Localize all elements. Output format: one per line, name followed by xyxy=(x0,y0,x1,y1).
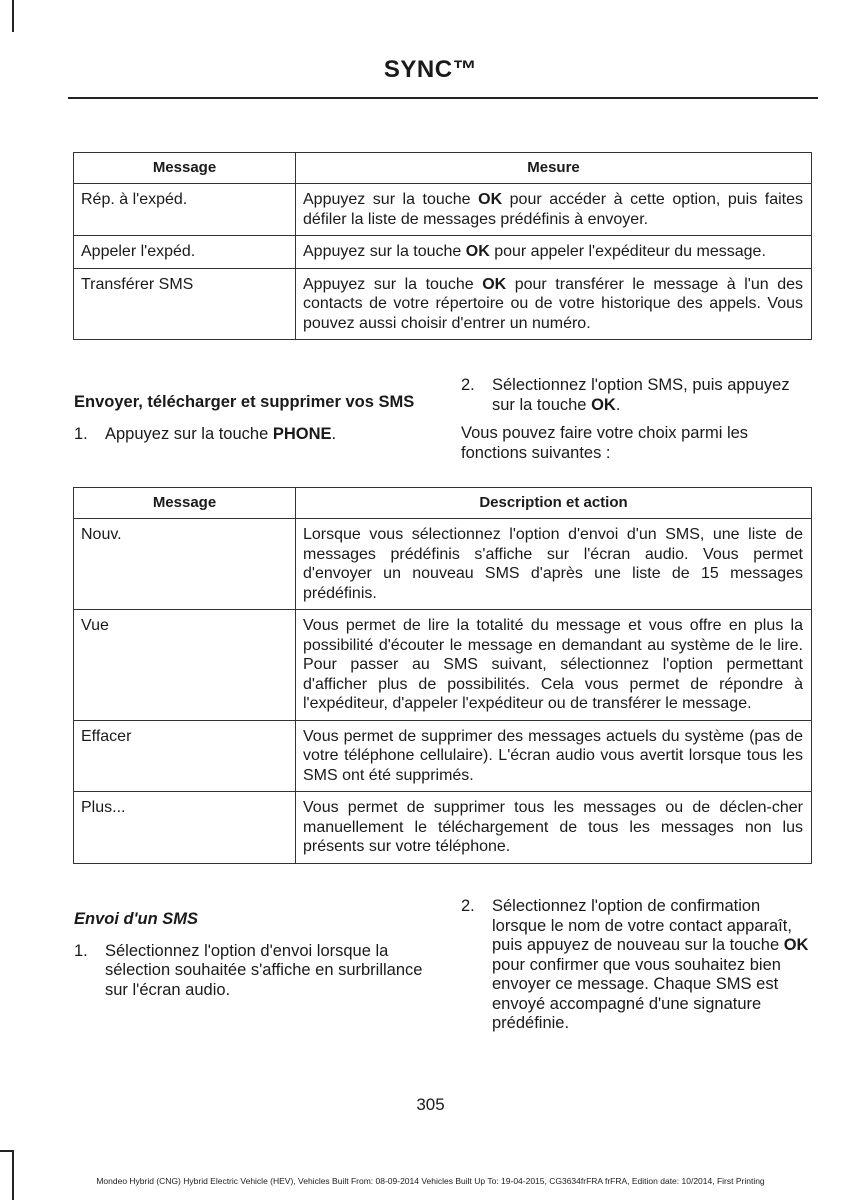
row-description: Lorsque vous sélectionnez l'option d'envoi d'un SMS, une liste de messages prédéfinis s'affiche sur l'écran audio. Vous permet d'envoyer un nouveau SMS d'après une liste de 15 messages prédéfinis. xyxy=(296,519,812,610)
table-header-cell: Mesure xyxy=(296,153,812,184)
key-name: OK xyxy=(478,191,503,208)
table-header-row xyxy=(74,488,812,519)
row-label: Nouv. xyxy=(74,519,296,610)
table-header-cell: Message xyxy=(74,153,296,184)
key-name: PHONE xyxy=(272,424,332,443)
right-column-1 xyxy=(461,376,813,463)
list-item: 2. Sélectionnez l'option de confirmation lorsque le nom de votre contact apparaît, puis appuyez de nouveau sur la touche OK pour confirmer que vous souhaitez bien envoyer ce message. Chaque SMS est envoyé accompagné d'une signature prédéfinie. xyxy=(461,897,809,1032)
row-description: Vous permet de supprimer des messages actuels du système (pas de votre téléphone cellulaire). L'écran audio vous avertit lorsque tous les SMS ont été supprimés. xyxy=(296,720,812,792)
key-name: OK xyxy=(591,395,616,414)
section-heading: Envoi d'un SMS xyxy=(74,910,199,928)
row-description: Appuyez sur la touche OK pour accéder à cette option, puis faites défiler la liste de messages prédéfinis à envoyer. xyxy=(296,184,812,236)
row-label: Rép. à l'expéd. xyxy=(74,184,296,236)
table-row xyxy=(74,519,812,610)
page-title: SYNC™ xyxy=(383,56,478,83)
row-description: Appuyez sur la touche OK pour appeler l'expéditeur du message. xyxy=(296,236,812,269)
table-row xyxy=(74,792,812,864)
table-header-row xyxy=(74,153,812,184)
page-number: 305 xyxy=(416,1095,445,1114)
list-item: 2. Sélectionnez l'option SMS, puis appuyez sur la touche OK. xyxy=(461,376,790,414)
crop-mark xyxy=(12,1150,14,1200)
row-description: Appuyez sur la touche OK pour transférer le message à l'un des contacts de votre répertoire ou de votre historique des appels. Vous pouvez aussi choisir d'entrer un numéro. xyxy=(296,268,812,340)
right-column-2 xyxy=(461,897,813,1034)
row-label: Plus... xyxy=(74,792,296,864)
table-header-cell: Description et action xyxy=(296,488,812,519)
key-name: OK xyxy=(482,275,507,293)
footer-note: Mondeo Hybrid (CNG) Hybrid Electric Vehicle (HEV), Vehicles Built From: 08-09-2014 Vehicles Built Up To: 19-04-2015, CG3634frFRA frFRA, Edition date: 10/2014, First Printing xyxy=(96,1176,765,1186)
row-label: Appeler l'expéd. xyxy=(74,236,296,269)
table-row xyxy=(74,268,812,340)
key-name: OK xyxy=(783,936,809,954)
message-actions-table xyxy=(73,152,812,340)
crop-mark xyxy=(12,0,14,32)
left-column-1 xyxy=(74,393,426,444)
table-row xyxy=(74,720,812,792)
header-divider xyxy=(68,97,818,99)
section-heading: Envoyer, télécharger et supprimer vos SMS xyxy=(74,393,415,411)
row-label: Transférer SMS xyxy=(74,268,296,340)
key-name: OK xyxy=(465,243,490,260)
table-row xyxy=(74,236,812,269)
table-header-cell: Message xyxy=(74,488,296,519)
list-item: 1. Appuyez sur la touche PHONE. xyxy=(74,424,337,443)
table-row xyxy=(74,184,812,236)
table-row xyxy=(74,610,812,721)
sms-functions-table xyxy=(73,487,812,864)
list-item: 1. Sélectionnez l'option d'envoi lorsque la sélection souhaitée s'affiche en surbrillance sur l'écran audio. xyxy=(74,941,423,999)
left-column-2 xyxy=(74,910,426,1000)
crop-mark xyxy=(0,1150,14,1152)
row-label: Vue xyxy=(74,610,296,721)
row-description: Vous permet de supprimer tous les messages ou de déclen-cher manuellement le téléchargement de tous les messages non lus présents sur votre téléphone. xyxy=(296,792,812,864)
row-label: Effacer xyxy=(74,720,296,792)
row-description: Vous permet de lire la totalité du message et vous offre en plus la possibilité d'écouter le message en demandant au système de le lire. Pour passer au SMS suivant, sélectionnez l'option permettant d'afficher plus de possibilités. Cela vous permet de répondre à l'expéditeur, d'appeler l'expéditeur ou de transférer le message. xyxy=(296,610,812,721)
paragraph: Vous pouvez faire votre choix parmi les fonctions suivantes : xyxy=(461,424,749,462)
